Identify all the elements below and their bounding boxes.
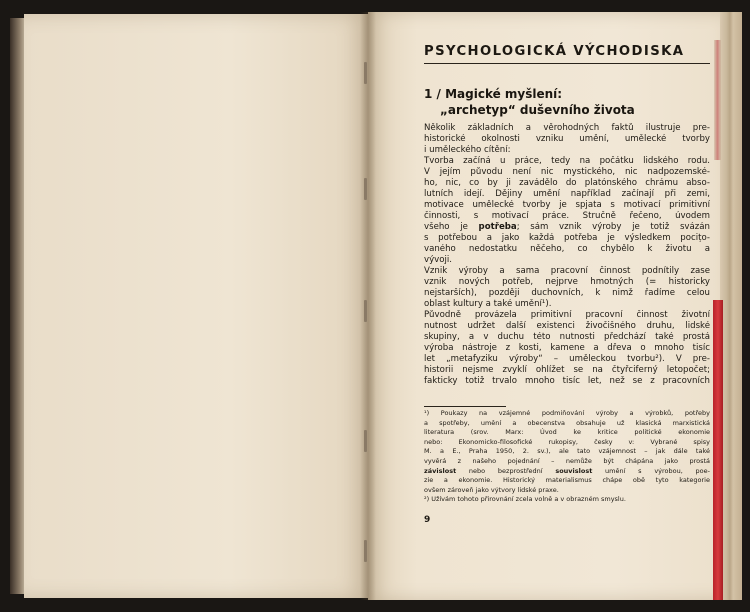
footnote-line: závislost nebo bezprostřední souvislost umění s výrobou, poe-: [424, 466, 710, 475]
body-line-emphasis: všeho je potřeba; sám vznik výroby je totiž svázán: [424, 222, 710, 232]
body-line: nutnost udržet další existenci živočišného druhu, lidské: [424, 321, 710, 331]
body-line: Vznik výroby a sama pracovní činnost podnítily zase: [424, 266, 710, 276]
footnote-line: M. a E., Praha 1950, 2. sv.), ale tato vzájemnost – jak dále také: [424, 447, 710, 456]
binding-stitch: [364, 300, 367, 322]
body-line: fakticky totiž trvalo mnoho tisíc let, než se z pracovních: [424, 376, 710, 386]
body-line: lutních idejí. Dějiny umění například začínají při zemi,: [424, 189, 710, 199]
chapter-heading-line-2: „archetyp“ duševního života: [440, 103, 635, 117]
body-line: Původně provázela primitivní pracovní činnost životní: [424, 310, 710, 320]
body-line: motivace umělecké tvorby je spjata s motivací primitivní: [424, 200, 710, 210]
body-line: historické okolnosti vzniku umění, umělecké tvorby: [424, 134, 710, 144]
page-edge-stack: [720, 12, 742, 600]
body-line: nejstarších), později duchovních, k nimž řadíme celou: [424, 288, 710, 298]
header-rule: [424, 63, 710, 64]
body-line: vznik nových potřeb, nejprve hmotných (= historicky: [424, 277, 710, 287]
footnotes: [424, 409, 710, 505]
body-line: oblast kultury a také umění¹).: [424, 299, 552, 309]
body-line: vývoji.: [424, 255, 453, 265]
cover-edge-tint: [714, 40, 721, 160]
footnote-line: ¹) Poukazy na vzájemné podmiňování výroby a výrobků, potřeby: [424, 409, 710, 417]
body-line: historii nejsme zvyklí ohlížet se na čtyřciferný letopočet;: [424, 365, 710, 375]
body-text: [424, 123, 710, 387]
footnote-line: a spotřeby, umění a obecenstva obsahuje už klasická marxistická: [424, 418, 710, 427]
body-line: s potřebou a jako každá potřeba je výsledkem pocițo-: [424, 233, 710, 243]
body-line: Několik základních a věrohodných faktů ilustruje pre-: [424, 123, 710, 133]
binding-stitch: [364, 540, 367, 562]
footnote-line: vyvěrá z našeho pojednání – nemůže být chápána jako prostá: [424, 456, 710, 465]
body-line: Tvorba začíná u práce, tedy na počátku lidského rodu.: [424, 156, 710, 166]
chapter-heading-line-1: 1 / Magické myšlení:: [424, 87, 563, 101]
body-line: skupiny, a v duchu této nutnosti předchází také prostá: [424, 332, 710, 342]
page-number: 9: [424, 515, 431, 525]
footnote-line: nebo: Ekonomicko-filosofické rukopisy, česky v: Vybrané spisy: [424, 437, 710, 446]
body-line: vaného nedostatku něčeho, co chybělo k životu a: [424, 244, 710, 254]
footnote-line: zie a ekonomie. Historický materialismus chápe obě tyto kategorie: [424, 476, 710, 485]
body-line: výroba nástroje z kosti, kamene a dřeva o mnoho tisíc: [424, 343, 710, 353]
footnote-rule: [424, 406, 506, 407]
body-line: i uměleckého cítění:: [424, 145, 511, 155]
chapter-heading: [424, 86, 694, 118]
footnote-line: ovšem zároveň jako výtvory lidské praxe.: [424, 485, 559, 494]
left-blank-page: [24, 14, 368, 598]
spine-gutter: [360, 12, 376, 600]
binding-stitch: [364, 62, 367, 84]
binding-stitch: [364, 178, 367, 200]
binding-stitch: [364, 430, 367, 452]
footnote-line: ²) Užívám tohoto přirovnání zcela volně a v obrazném smyslu.: [424, 495, 626, 504]
body-line: let „metafyziku výroby“ – uměleckou tvorbu²). V pre-: [424, 354, 710, 364]
body-line: činnosti, s motivací práce. Stručně řečeno, úvodem: [424, 211, 710, 221]
body-line: V jejím původu není nic mystického, nic nadpozemské-: [424, 167, 710, 177]
running-header: PSYCHOLOGICKÁ VÝCHODISKA: [424, 44, 685, 59]
body-line: ho, nic, co by ji zavádělo do platónského chrámu abso-: [424, 178, 710, 188]
footnote-line: literatura (srov. Marx: Úvod ke kritice politické ekonomie: [424, 428, 710, 437]
red-cover-edge: [713, 300, 723, 600]
